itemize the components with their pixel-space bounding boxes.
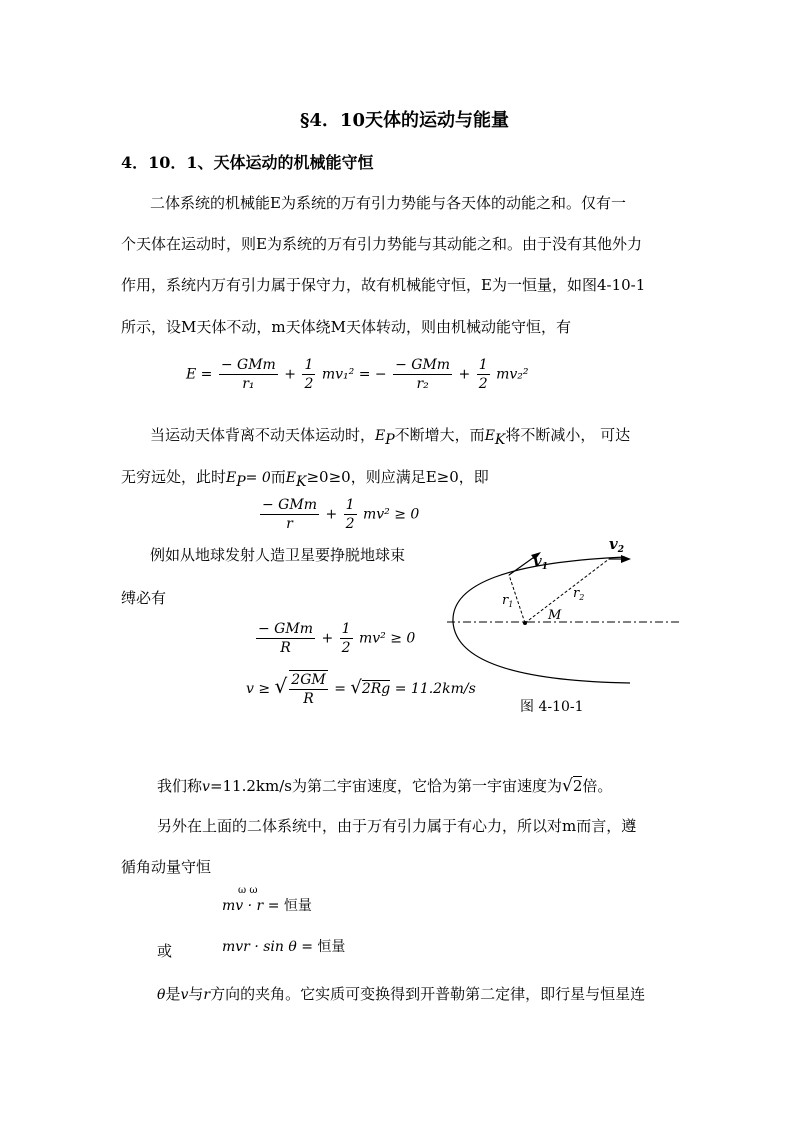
paragraph-line: 所示，设M天体不动，m天体绕M天体转动，则由机械动能守恒，有: [121, 318, 571, 336]
or-word: 或: [157, 942, 173, 960]
paragraph-line: θ是v与r方向的夹角。它实质可变换得到开普勒第二定律，即行星与恒星连: [157, 985, 646, 1003]
section-heading: 4．10．1、天体运动的机械能守恒: [121, 153, 374, 172]
paragraph-line: 作用，系统内万有引力属于保守力，故有机械能守恒，E为一恒量，如图4-10-1: [121, 276, 646, 294]
paragraph-line: 缚必有: [121, 589, 167, 607]
orbit-figure: [445, 535, 685, 695]
paragraph-line: 另外在上面的二体系统中，由于万有引力属于有心力，所以对m而言，遵: [157, 817, 637, 835]
r1-line: [509, 575, 525, 623]
paragraph-line: 个天体在运动时，则E为系统的万有引力势能与其动能之和。由于没有其他外力: [121, 235, 642, 253]
angular-momentum-scalar-eq: mvr · sin θ = 恒量: [222, 939, 346, 955]
earth-escape-equation: $\frac{\text{− GMm}}{R}$ + $\frac{1}{2}$ mv² ≥ 0: [258, 621, 416, 656]
r1-label: $r_1$: [502, 593, 514, 609]
v2-arrowhead: [621, 555, 631, 563]
orbit-curve: [453, 557, 630, 683]
paragraph-line: 例如从地球发射人造卫星要挣脱地球束: [150, 546, 406, 564]
r2-label: $r_2$: [573, 586, 585, 602]
paragraph-line: 我们称v=11.2km/s为第二宇宙速度，它恰为第一宇宙速度为√2倍。: [157, 776, 613, 796]
paragraph-line: 无穷远处，此时$E_P= 0$而$E_K\ge 0\ge 0$，则应满足E≥0，即: [121, 468, 489, 490]
figure-caption: 图 4-10-1: [520, 699, 584, 715]
v2-label: $v_2$: [609, 535, 624, 555]
M-label: M: [548, 608, 562, 623]
paragraph-line: 当运动天体背离不动天体运动时，$E_P$不断增大，而$E_K$将不断减小， 可达: [150, 426, 631, 448]
angular-momentum-vector-eq: ω ω mv · r = 恒量: [222, 885, 312, 914]
page-title: §4．10天体的运动与能量: [300, 110, 509, 131]
escape-velocity-equation: v ≥ √ $\frac{2GM}{R}$ = √2Rg = 11.2km/s: [246, 672, 476, 707]
v1-label: $v_1$: [533, 552, 548, 572]
energy-equation: E = $\frac{\text{− GMm}}{\text{r₁}}$ + $\frac{1}{2}$ mv₁² = − $\frac{\text{− GMm}}{\text{r₂}}$ + $\frac{1}{2}$ mv₂²: [186, 357, 529, 392]
central-body-M: [523, 621, 527, 625]
escape-condition-equation: $\frac{\text{− GMm}}{r}$ + $\frac{1}{2}$ mv² ≥ 0: [262, 497, 420, 532]
paragraph-line: 二体系统的机械能E为系统的万有引力势能与各天体的动能之和。仅有一: [150, 194, 626, 212]
paragraph-line: 循角动量守恒: [121, 858, 212, 876]
